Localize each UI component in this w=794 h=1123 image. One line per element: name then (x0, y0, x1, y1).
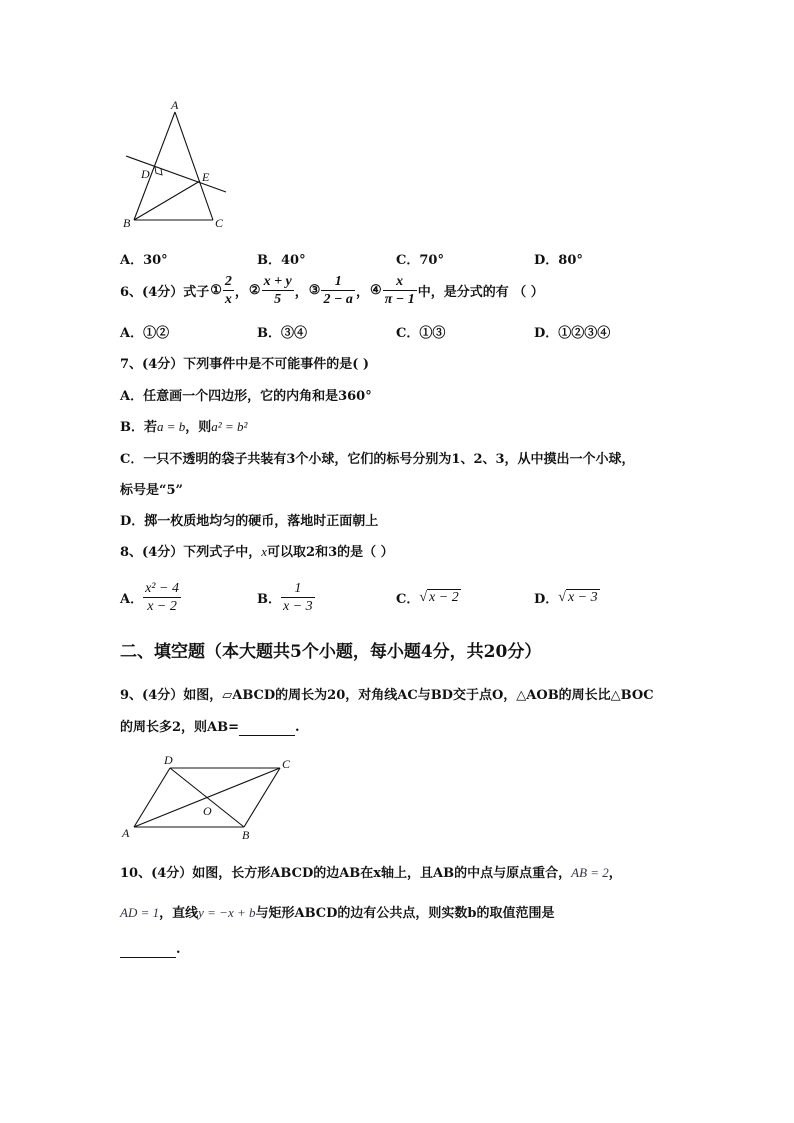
diagonal-bd (170, 768, 244, 827)
q7-option-d: D．掷一枚质地均匀的硬币，落地时正面朝上 (120, 514, 379, 529)
label-e: E (202, 170, 210, 184)
q9-answer-blank[interactable] (239, 720, 295, 736)
q10-answer-blank[interactable] (120, 942, 176, 958)
q7-option-c-line2: 标号是“5” (120, 483, 184, 498)
q6-option-d: D．①②③④ (534, 326, 611, 341)
side-bc2 (244, 768, 280, 827)
q7-stem: 7、(4分）下列事件中是不可能事件的是( ) (120, 357, 370, 372)
q10-line2: AD = 1，直线y = −x + b与矩形ABCD的边有公共点，则实数b的取值范围是 (120, 905, 555, 921)
label-a2: A (122, 826, 130, 840)
q5-option-b: B．40° (257, 253, 306, 268)
side-ad (134, 768, 170, 827)
q10-line1: 10、(4分）如图，长方形ABCD的边AB在x轴上，且AB的中点与原点重合，AB = 2， (120, 865, 622, 881)
q5-option-d: D．80° (534, 253, 583, 268)
q8-option-a: A． $\frac{\text{x² − 4}}{x - 2}$ (120, 580, 179, 614)
q10-answer: . (120, 942, 181, 958)
label-d: D (141, 167, 150, 181)
figure-parallelogram (118, 750, 308, 842)
label-b2: B (242, 828, 250, 842)
label-c: C (215, 216, 224, 230)
label-b: B (123, 216, 131, 230)
q5-option-a: A．30° (120, 253, 168, 268)
label-c2: C (282, 757, 291, 771)
side-ac (175, 112, 213, 220)
q6-stem: 6、(4分）式子 ① $\frac{2}{x}$ ， ② $\frac{x + y}{5}$ ， ③ $\frac{1}{2 - a}$ ， ④ $\frac{x}{\pi - 1}$ 中，是分式的有 （ ） (120, 274, 544, 307)
q6-frac-2: $\frac{x + y}{5}$ (263, 274, 292, 307)
q6-frac-4: $\frac{x}{\pi - 1}$ (384, 274, 415, 307)
q5-option-c: C．70° (396, 253, 444, 268)
q6-frac-1: $\frac{2}{x}$ (224, 274, 232, 307)
q7-option-b: B．若a = b，则a² = b² (120, 419, 248, 435)
q7-option-a: A．任意画一个四边形，它的内角和是360° (120, 389, 372, 404)
q8-stem: 8、(4分）下列式子中，x可以取2和3的是（ ） (120, 544, 394, 560)
q6-option-a: A．①② (120, 326, 170, 341)
q8-option-b: B． $\frac{1}{x - 3}$ (257, 580, 313, 614)
q8-options (120, 574, 680, 620)
label-o: O (203, 804, 212, 818)
sqrt-d: √ x − 3 (558, 589, 598, 605)
sqrt-c: √ x − 2 (419, 589, 459, 605)
section-heading: 二、填空题（本大题共5个小题，每小题4分，共20分） (120, 642, 542, 662)
label-a: A (171, 98, 179, 112)
q9-line2: 的周长多2，则AB= . (120, 720, 300, 735)
q7-option-c-line1: C．一只不透明的袋子共装有3个小球，它们的标号分别为1、2、3，从中摸出一个小球， (120, 452, 635, 467)
q6-frac-3: $\frac{1}{2 - a}$ (323, 274, 353, 307)
q8-option-c: C． √ x − 2 (396, 589, 459, 607)
segment-be (134, 181, 200, 220)
label-d2: D (164, 753, 173, 767)
q9-line1: 9、(4分）如图，▱ABCD的周长为20，对角线AC与BD交于点O，△AOB的周长比△BOC (120, 688, 654, 703)
figure-triangle (120, 95, 240, 235)
q6-option-b: B．③④ (257, 326, 308, 341)
q6-option-c: C．①③ (396, 326, 446, 341)
q8-option-d: D． √ x − 3 (534, 589, 598, 607)
